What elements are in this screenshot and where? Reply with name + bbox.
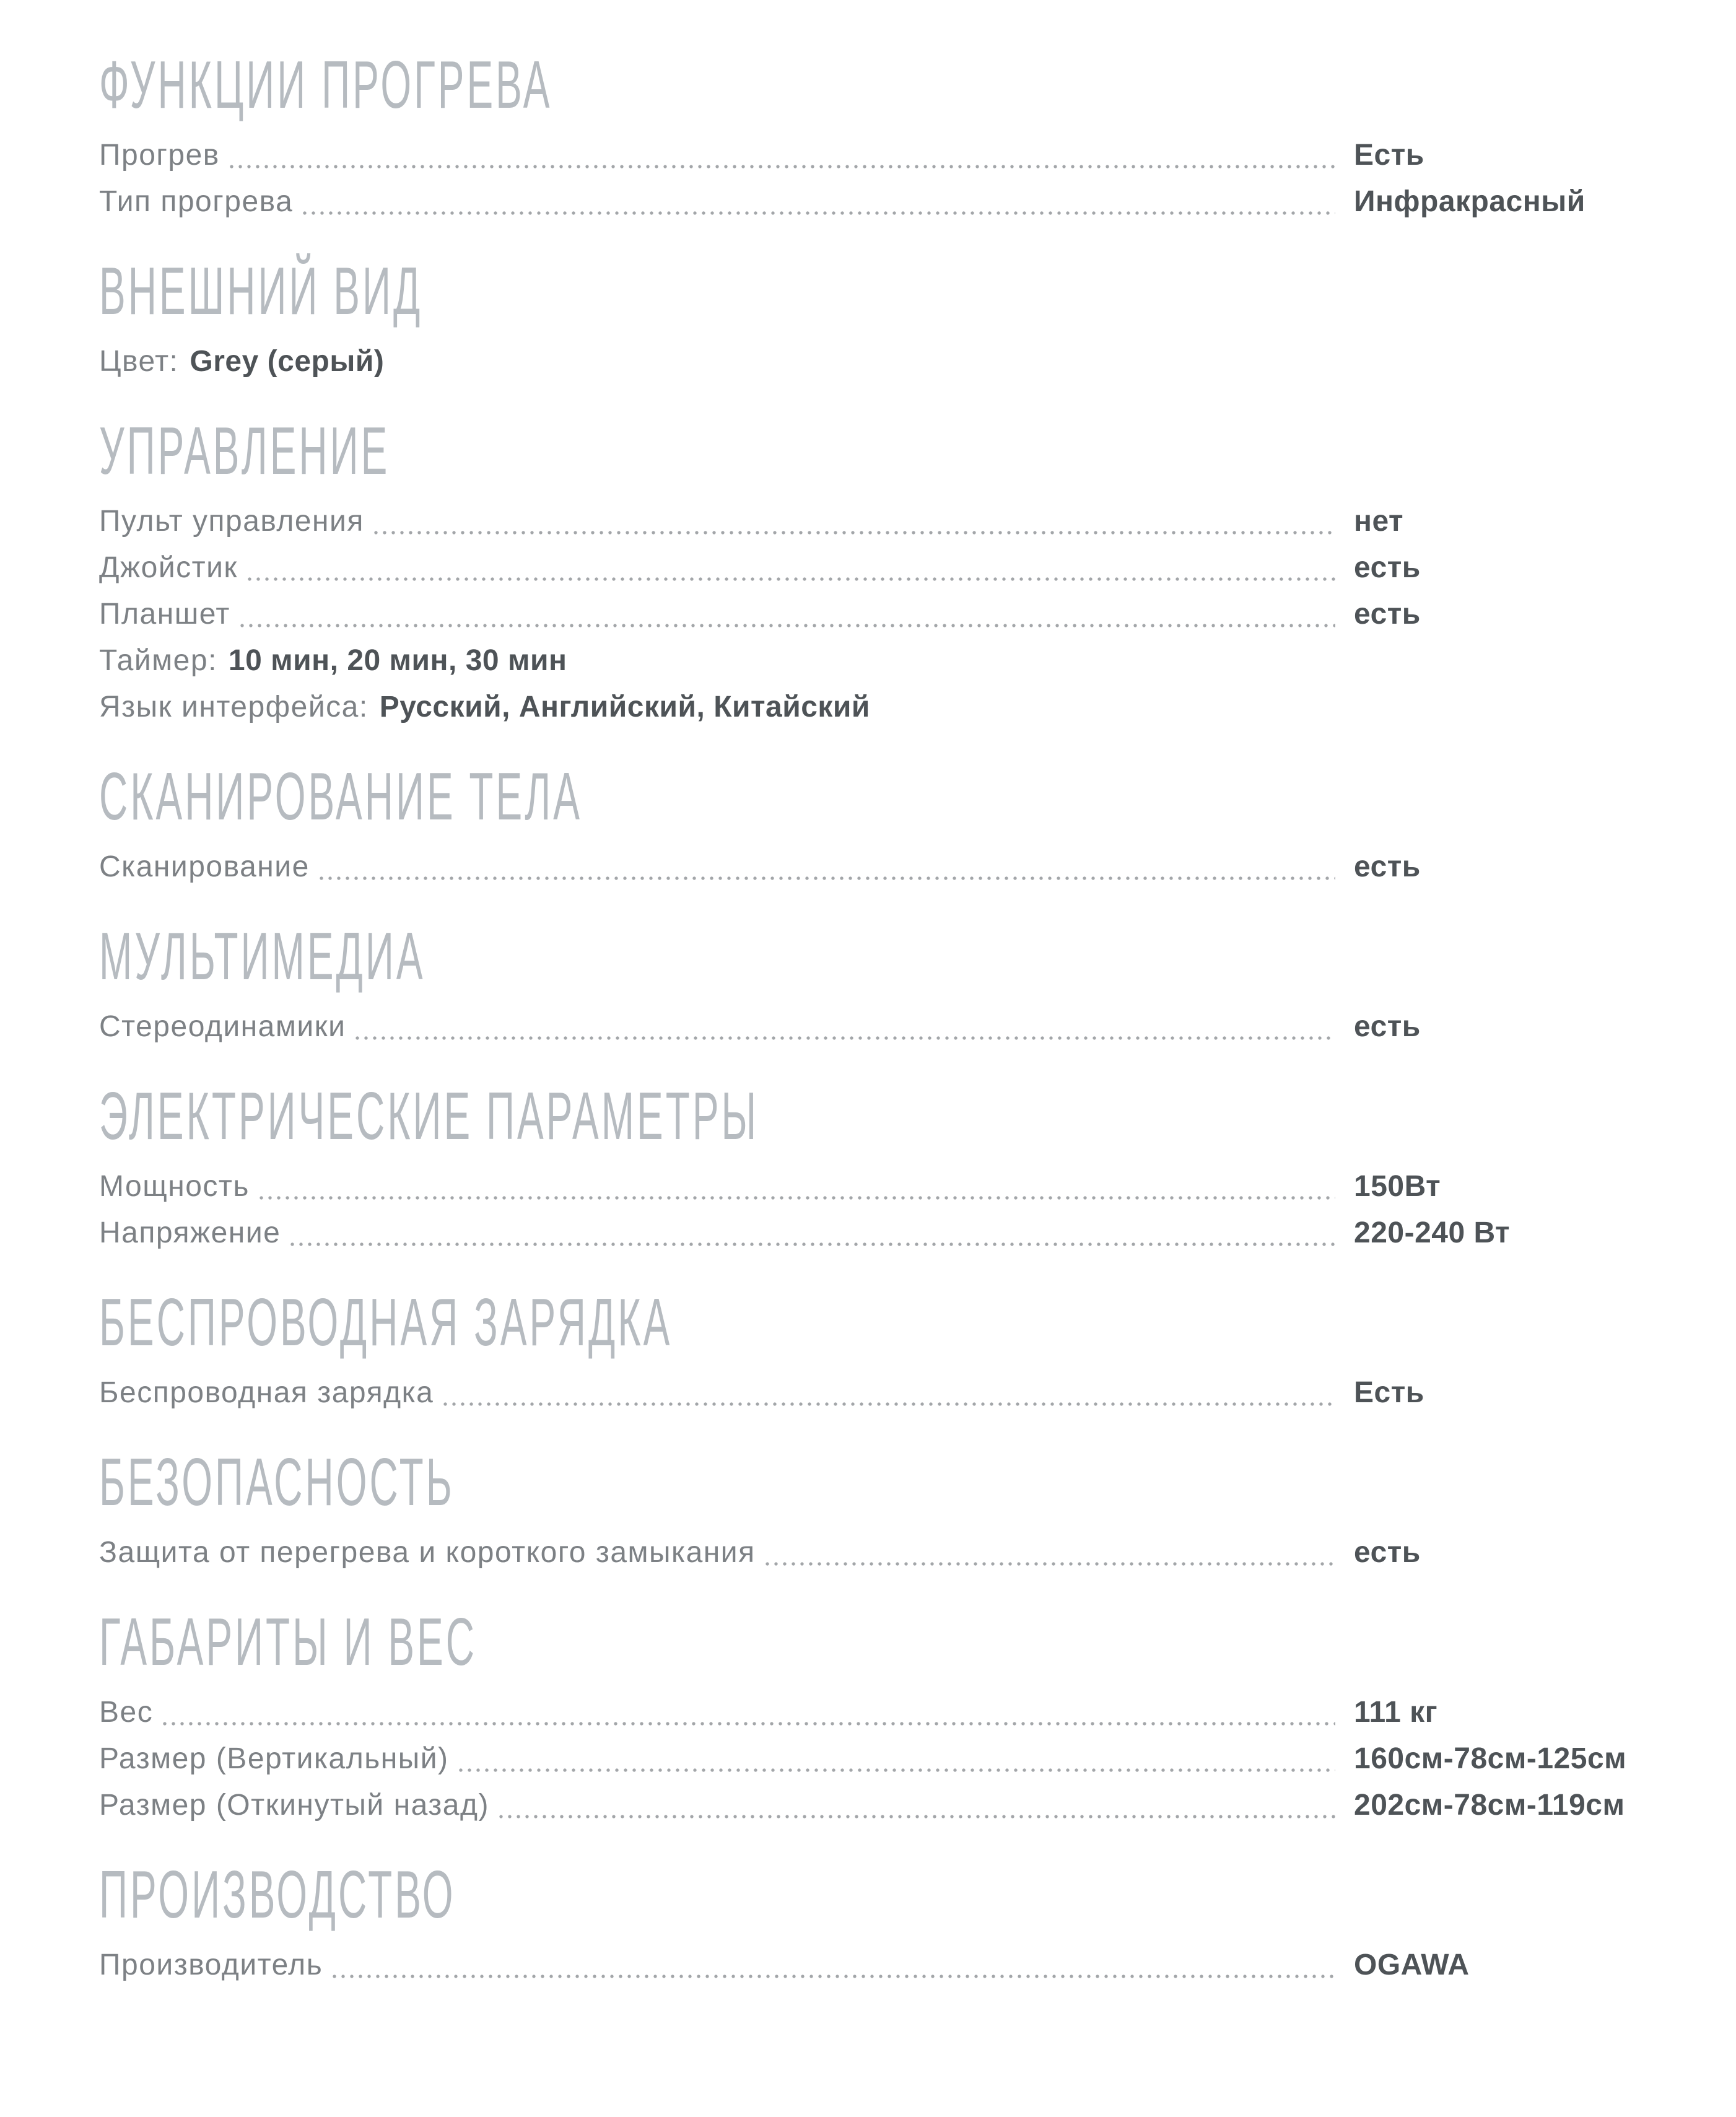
- spec-value: есть: [1354, 850, 1421, 883]
- section-heating-functions: [99, 46, 1699, 218]
- spec-lead: [99, 1538, 1344, 1568]
- spec-label: Мощность: [99, 1170, 250, 1203]
- spec-row: [99, 141, 1699, 170]
- spec-lead: [99, 1172, 1344, 1202]
- section-title: БЕСПРОВОДНАЯ ЗАРЯДКА: [99, 1284, 673, 1360]
- spec-lead: [99, 507, 1344, 536]
- section-heading: [99, 46, 1699, 123]
- spec-row: [99, 1218, 1699, 1248]
- spec-label: Напряжение: [99, 1216, 281, 1249]
- section-rows: [99, 1172, 1699, 1248]
- spec-lead: [99, 347, 178, 377]
- dotted-leader: [260, 1195, 1335, 1200]
- spec-value: нет: [1354, 505, 1404, 538]
- dotted-leader: [320, 876, 1335, 881]
- spec-value: OGAWA: [1354, 1949, 1470, 1981]
- section-production: [99, 1856, 1699, 1981]
- spec-label: Производитель: [99, 1949, 323, 1981]
- spec-lead: [99, 600, 1344, 629]
- section-rows: [99, 1378, 1699, 1408]
- spec-value: Grey (серый): [190, 345, 385, 378]
- spec-value: есть: [1354, 551, 1421, 584]
- dotted-leader: [163, 1721, 1335, 1726]
- spec-value: Есть: [1354, 1376, 1424, 1409]
- section-title: ЭЛЕКТРИЧЕСКИЕ ПАРАМЕТРЫ: [99, 1078, 759, 1154]
- spec-label: Беспроводная зарядка: [99, 1376, 434, 1409]
- spec-lead: [99, 1218, 1344, 1248]
- spec-label: Сканирование: [99, 850, 310, 883]
- spec-lead: [99, 1950, 1344, 1980]
- section-heading: [99, 1604, 1699, 1680]
- dotted-leader: [443, 1402, 1335, 1407]
- section-title: МУЛЬТИМЕДИА: [99, 918, 425, 994]
- spec-label: Защита от перегрева и короткого замыкания: [99, 1536, 756, 1569]
- spec-label: Размер (Вертикальный): [99, 1742, 449, 1775]
- spec-lead: [99, 553, 1344, 583]
- section-heading: [99, 1444, 1699, 1520]
- spec-row: [99, 507, 1699, 536]
- section-title: СКАНИРОВАНИЕ ТЕЛА: [99, 758, 582, 834]
- section-body-scanning: [99, 758, 1699, 883]
- spec-value: Русский, Английский, Китайский: [379, 691, 870, 723]
- section-rows: [99, 1950, 1699, 1980]
- spec-value: есть: [1354, 1010, 1421, 1043]
- spec-value: 160см-78см-125см: [1354, 1742, 1627, 1775]
- section-heading: [99, 1078, 1699, 1154]
- section-heading: [99, 412, 1699, 489]
- spec-row: [99, 1172, 1699, 1202]
- section-title: ГАБАРИТЫ И ВЕС: [99, 1604, 477, 1680]
- dotted-leader: [248, 577, 1335, 582]
- dotted-leader: [765, 1561, 1335, 1566]
- spec-label: Тип прогрева: [99, 185, 294, 218]
- section-electrical-parameters: [99, 1078, 1699, 1249]
- spec-lead: [99, 1698, 1344, 1727]
- spec-value: Есть: [1354, 139, 1424, 172]
- section-wireless-charging: [99, 1284, 1699, 1409]
- spec-value: есть: [1354, 598, 1421, 631]
- section-heading: [99, 758, 1699, 834]
- section-heading: [99, 1284, 1699, 1360]
- spec-row: [99, 646, 1699, 676]
- section-rows: [99, 1012, 1699, 1042]
- spec-label: Стереодинамики: [99, 1010, 346, 1043]
- spec-label: Таймер:: [99, 644, 217, 677]
- dotted-leader: [355, 1036, 1335, 1041]
- section-title: ФУНКЦИИ ПРОГРЕВА: [99, 46, 552, 123]
- spec-row: [99, 1791, 1699, 1820]
- section-rows: [99, 507, 1699, 722]
- section-title: УПРАВЛЕНИЕ: [99, 412, 390, 489]
- dotted-leader: [459, 1768, 1335, 1773]
- spec-row: [99, 553, 1699, 583]
- section-rows: [99, 141, 1699, 217]
- spec-label: Планшет: [99, 598, 230, 631]
- spec-row: [99, 1378, 1699, 1408]
- dotted-leader: [303, 211, 1335, 216]
- spec-row: [99, 600, 1699, 629]
- section-control: [99, 412, 1699, 723]
- spec-label: Размер (Откинутый назад): [99, 1789, 489, 1822]
- section-rows: [99, 852, 1699, 882]
- spec-value: 10 мин, 20 мин, 30 мин: [228, 644, 567, 677]
- section-rows: [99, 1538, 1699, 1568]
- spec-label: Прогрев: [99, 139, 220, 172]
- spec-lead: [99, 1744, 1344, 1774]
- spec-lead: [99, 1378, 1344, 1408]
- spec-label: Вес: [99, 1696, 154, 1729]
- spec-lead: [99, 852, 1344, 882]
- spec-row: [99, 692, 1699, 722]
- dotted-leader: [374, 530, 1335, 535]
- spec-row: [99, 1744, 1699, 1774]
- spec-value: 150Вт: [1354, 1170, 1441, 1203]
- spec-lead: [99, 692, 369, 722]
- section-title: ВНЕШНИЙ ВИД: [99, 253, 423, 329]
- spec-lead: [99, 1791, 1344, 1820]
- section-heading: [99, 253, 1699, 329]
- spec-row: [99, 187, 1699, 217]
- spec-row: [99, 1538, 1699, 1568]
- dotted-leader: [333, 1974, 1335, 1979]
- spec-lead: [99, 187, 1344, 217]
- section-heading: [99, 1856, 1699, 1932]
- spec-row: [99, 852, 1699, 882]
- dotted-leader: [290, 1242, 1335, 1247]
- section-safety: [99, 1444, 1699, 1569]
- spec-row: [99, 347, 1699, 377]
- spec-value: есть: [1354, 1536, 1421, 1569]
- section-heading: [99, 918, 1699, 994]
- dotted-leader: [499, 1814, 1335, 1819]
- section-title: БЕЗОПАСНОСТЬ: [99, 1444, 455, 1520]
- section-rows: [99, 347, 1699, 377]
- spec-label: Цвет:: [99, 345, 179, 378]
- section-dimensions-weight: [99, 1604, 1699, 1822]
- spec-value: Инфракрасный: [1354, 185, 1586, 218]
- spec-lead: [99, 141, 1344, 170]
- spec-value: 111 кг: [1354, 1696, 1438, 1729]
- spec-value: 202см-78см-119см: [1354, 1789, 1625, 1822]
- spec-row: [99, 1950, 1699, 1980]
- spec-lead: [99, 1012, 1344, 1042]
- dotted-leader: [230, 164, 1335, 169]
- dotted-leader: [240, 623, 1335, 628]
- spec-lead: [99, 646, 217, 676]
- spec-row: [99, 1698, 1699, 1727]
- section-appearance: [99, 253, 1699, 378]
- spec-label: Пульт управления: [99, 505, 364, 538]
- section-title: ПРОИЗВОДСТВО: [99, 1856, 456, 1932]
- spec-value: 220-240 Вт: [1354, 1216, 1511, 1249]
- section-multimedia: [99, 918, 1699, 1043]
- section-rows: [99, 1698, 1699, 1820]
- spec-label: Язык интерфейса:: [99, 691, 369, 723]
- spec-row: [99, 1012, 1699, 1042]
- spec-label: Джойстик: [99, 551, 238, 584]
